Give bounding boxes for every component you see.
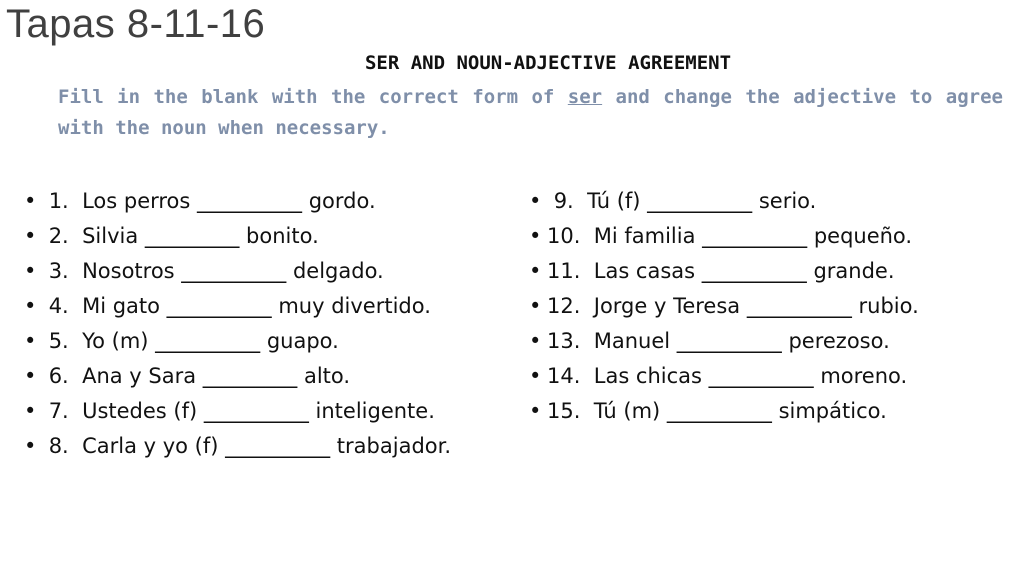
slide-subtitle: SER AND NOUN-ADJECTIVE AGREEMENT <box>364 52 732 74</box>
exercise-item <box>529 260 999 283</box>
exercise-item <box>529 365 999 388</box>
bullet-icon: • <box>24 434 37 458</box>
exercise-text: 8. Carla y yo (f) __________ trabajador. <box>42 434 451 458</box>
exercise-item <box>24 365 484 388</box>
exercise-text: 4. Mi gato __________ muy divertido. <box>42 294 431 318</box>
bullet-icon: • <box>24 329 37 353</box>
exercise-item <box>529 295 999 318</box>
slide-title: Tapas 8-11-16 <box>6 2 266 46</box>
bullet-icon: • <box>24 364 37 388</box>
bullet-icon: • <box>24 259 37 283</box>
exercise-text: 7. Ustedes (f) __________ inteligente. <box>42 399 435 423</box>
exercise-text: 2. Silvia _________ bonito. <box>42 224 319 248</box>
instructions-keyword-ser: ser <box>567 86 603 108</box>
exercise-item <box>24 400 484 423</box>
exercise-text: 5. Yo (m) __________ guapo. <box>42 329 339 353</box>
exercise-text: 13. Manuel __________ perezoso. <box>547 329 890 353</box>
bullet-icon: • <box>529 364 542 388</box>
bullet-icon: • <box>24 294 37 318</box>
bullet-icon: • <box>24 224 37 248</box>
bullet-icon: • <box>529 399 542 423</box>
exercise-item <box>24 225 484 248</box>
exercise-item <box>24 330 484 353</box>
exercise-text: 6. Ana y Sara _________ alto. <box>42 364 351 388</box>
exercise-text: 10. Mi familia __________ pequeño. <box>547 224 913 248</box>
bullet-icon: • <box>529 189 542 213</box>
exercise-list-left <box>24 190 484 458</box>
exercise-item <box>24 260 484 283</box>
bullet-icon: • <box>24 189 37 213</box>
exercise-item <box>24 190 484 213</box>
exercise-item <box>529 330 999 353</box>
exercise-text: 15. Tú (m) __________ simpático. <box>547 399 887 423</box>
exercise-list-right <box>529 190 999 423</box>
exercise-text: 3. Nosotros __________ delgado. <box>42 259 384 283</box>
exercise-item <box>24 295 484 318</box>
bullet-icon: • <box>24 399 37 423</box>
bullet-icon: • <box>529 329 542 353</box>
bullet-icon: • <box>529 294 542 318</box>
exercise-item <box>24 435 484 458</box>
exercise-text: 11. Las casas __________ grande. <box>547 259 895 283</box>
exercise-text: 9. Tú (f) __________ serio. <box>547 189 817 213</box>
bullet-icon: • <box>529 259 542 283</box>
exercise-text: 1. Los perros __________ gordo. <box>42 189 376 213</box>
bullet-icon: • <box>529 224 542 248</box>
exercise-item <box>529 225 999 248</box>
exercise-text: 14. Las chicas __________ moreno. <box>547 364 908 388</box>
exercise-item <box>529 190 999 213</box>
instructions-text <box>58 82 1003 144</box>
exercise-text: 12. Jorge y Teresa __________ rubio. <box>547 294 919 318</box>
exercise-item <box>529 400 999 423</box>
instructions-part-1: Fill in the blank with the correct form of <box>58 86 568 108</box>
instructions-part-2: and change the adjective to agree with the noun when necessary. <box>58 86 1003 139</box>
